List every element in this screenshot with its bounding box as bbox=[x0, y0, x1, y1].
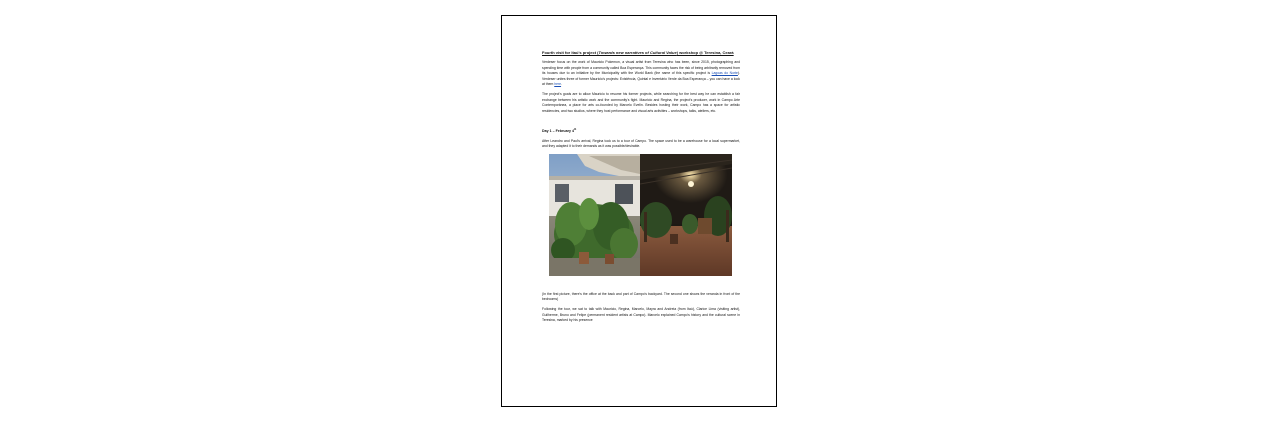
intro-text-3: . bbox=[561, 82, 562, 87]
photo-caption: (In the first picture, there's the office at the back and part of Campo's backyard. The second one shows the veranda in front of the bedrooms) bbox=[542, 291, 740, 302]
backyard-photo-image bbox=[549, 154, 640, 276]
day-1-heading bbox=[542, 127, 740, 134]
goals-paragraph: The project's goals are to allow Mauricio to resume his former projects, while searching for the best way he can establish a fair exchange between his artistic work and the community's fight. Mauricio and Regina, the project's producer, work in Campo Arte Contemporânea, a place for arts co-founded by Marcelo Evelin. Besides hosting their work, Campo has a space for artistic residencies, and two studios, where they host performance and visual arts activities – workshops, talks, ateliers, etc. bbox=[542, 91, 740, 113]
day-1-heading-sup: th bbox=[573, 128, 577, 132]
title-end: ) workshop @ Teresina, Ceará bbox=[676, 50, 734, 55]
title-italic: Towards new narratives of Cultural Value bbox=[598, 50, 677, 55]
photo-pair bbox=[549, 154, 732, 276]
following-paragraph: Following the tour, we sat to talk with Mauricio, Regina, Marcelo, Mayra and Andreia (from Itaú), Clarice Lima (visiting artist), Guilherme, Bruno and Felipe (permanent resident artists at Campo). Marcelo explained Campo's history and the cultural scene in Teresina, marked by his presence bbox=[542, 306, 740, 323]
veranda-photo-image bbox=[640, 154, 732, 276]
title-start: Fourth visit for Itaú's project ( bbox=[542, 50, 599, 55]
intro-paragraph bbox=[542, 60, 740, 88]
day-1-heading-text: Day 1 – February 4 bbox=[542, 129, 574, 134]
lagoas-do-norte-link[interactable]: Lagoas do Norte bbox=[711, 71, 738, 76]
page-content bbox=[542, 50, 740, 328]
day-1-paragraph: After Leandro and Paul's arrival, Regina took us to a tour of Campo. The space used to be a warehouse for a local supermarket, and they adapted it to their demands as it was possible/desirable. bbox=[542, 138, 740, 149]
here-link[interactable]: here bbox=[554, 82, 562, 87]
veranda-photo bbox=[640, 154, 732, 276]
document-title bbox=[542, 50, 740, 55]
intro-text-1: Verdeser focus on the work of Mauricio Pokemon, a visual artist from Teresina who has been, since 2015, photographing and spending time with people from a community called Boa Esperança. This community faces the risk of being arbitrarily removed from its houses due to an initiative by the Municipality with the World Bank (the name of this specific project is bbox=[542, 60, 740, 76]
document-page bbox=[501, 15, 777, 407]
backyard-photo bbox=[549, 154, 640, 276]
intro-text-2: ). Verdeser unites three of former Mauricio's projects: Existência, Quintal e Inventário Verde da Boa Esperança – you can have a look at them bbox=[542, 71, 740, 87]
